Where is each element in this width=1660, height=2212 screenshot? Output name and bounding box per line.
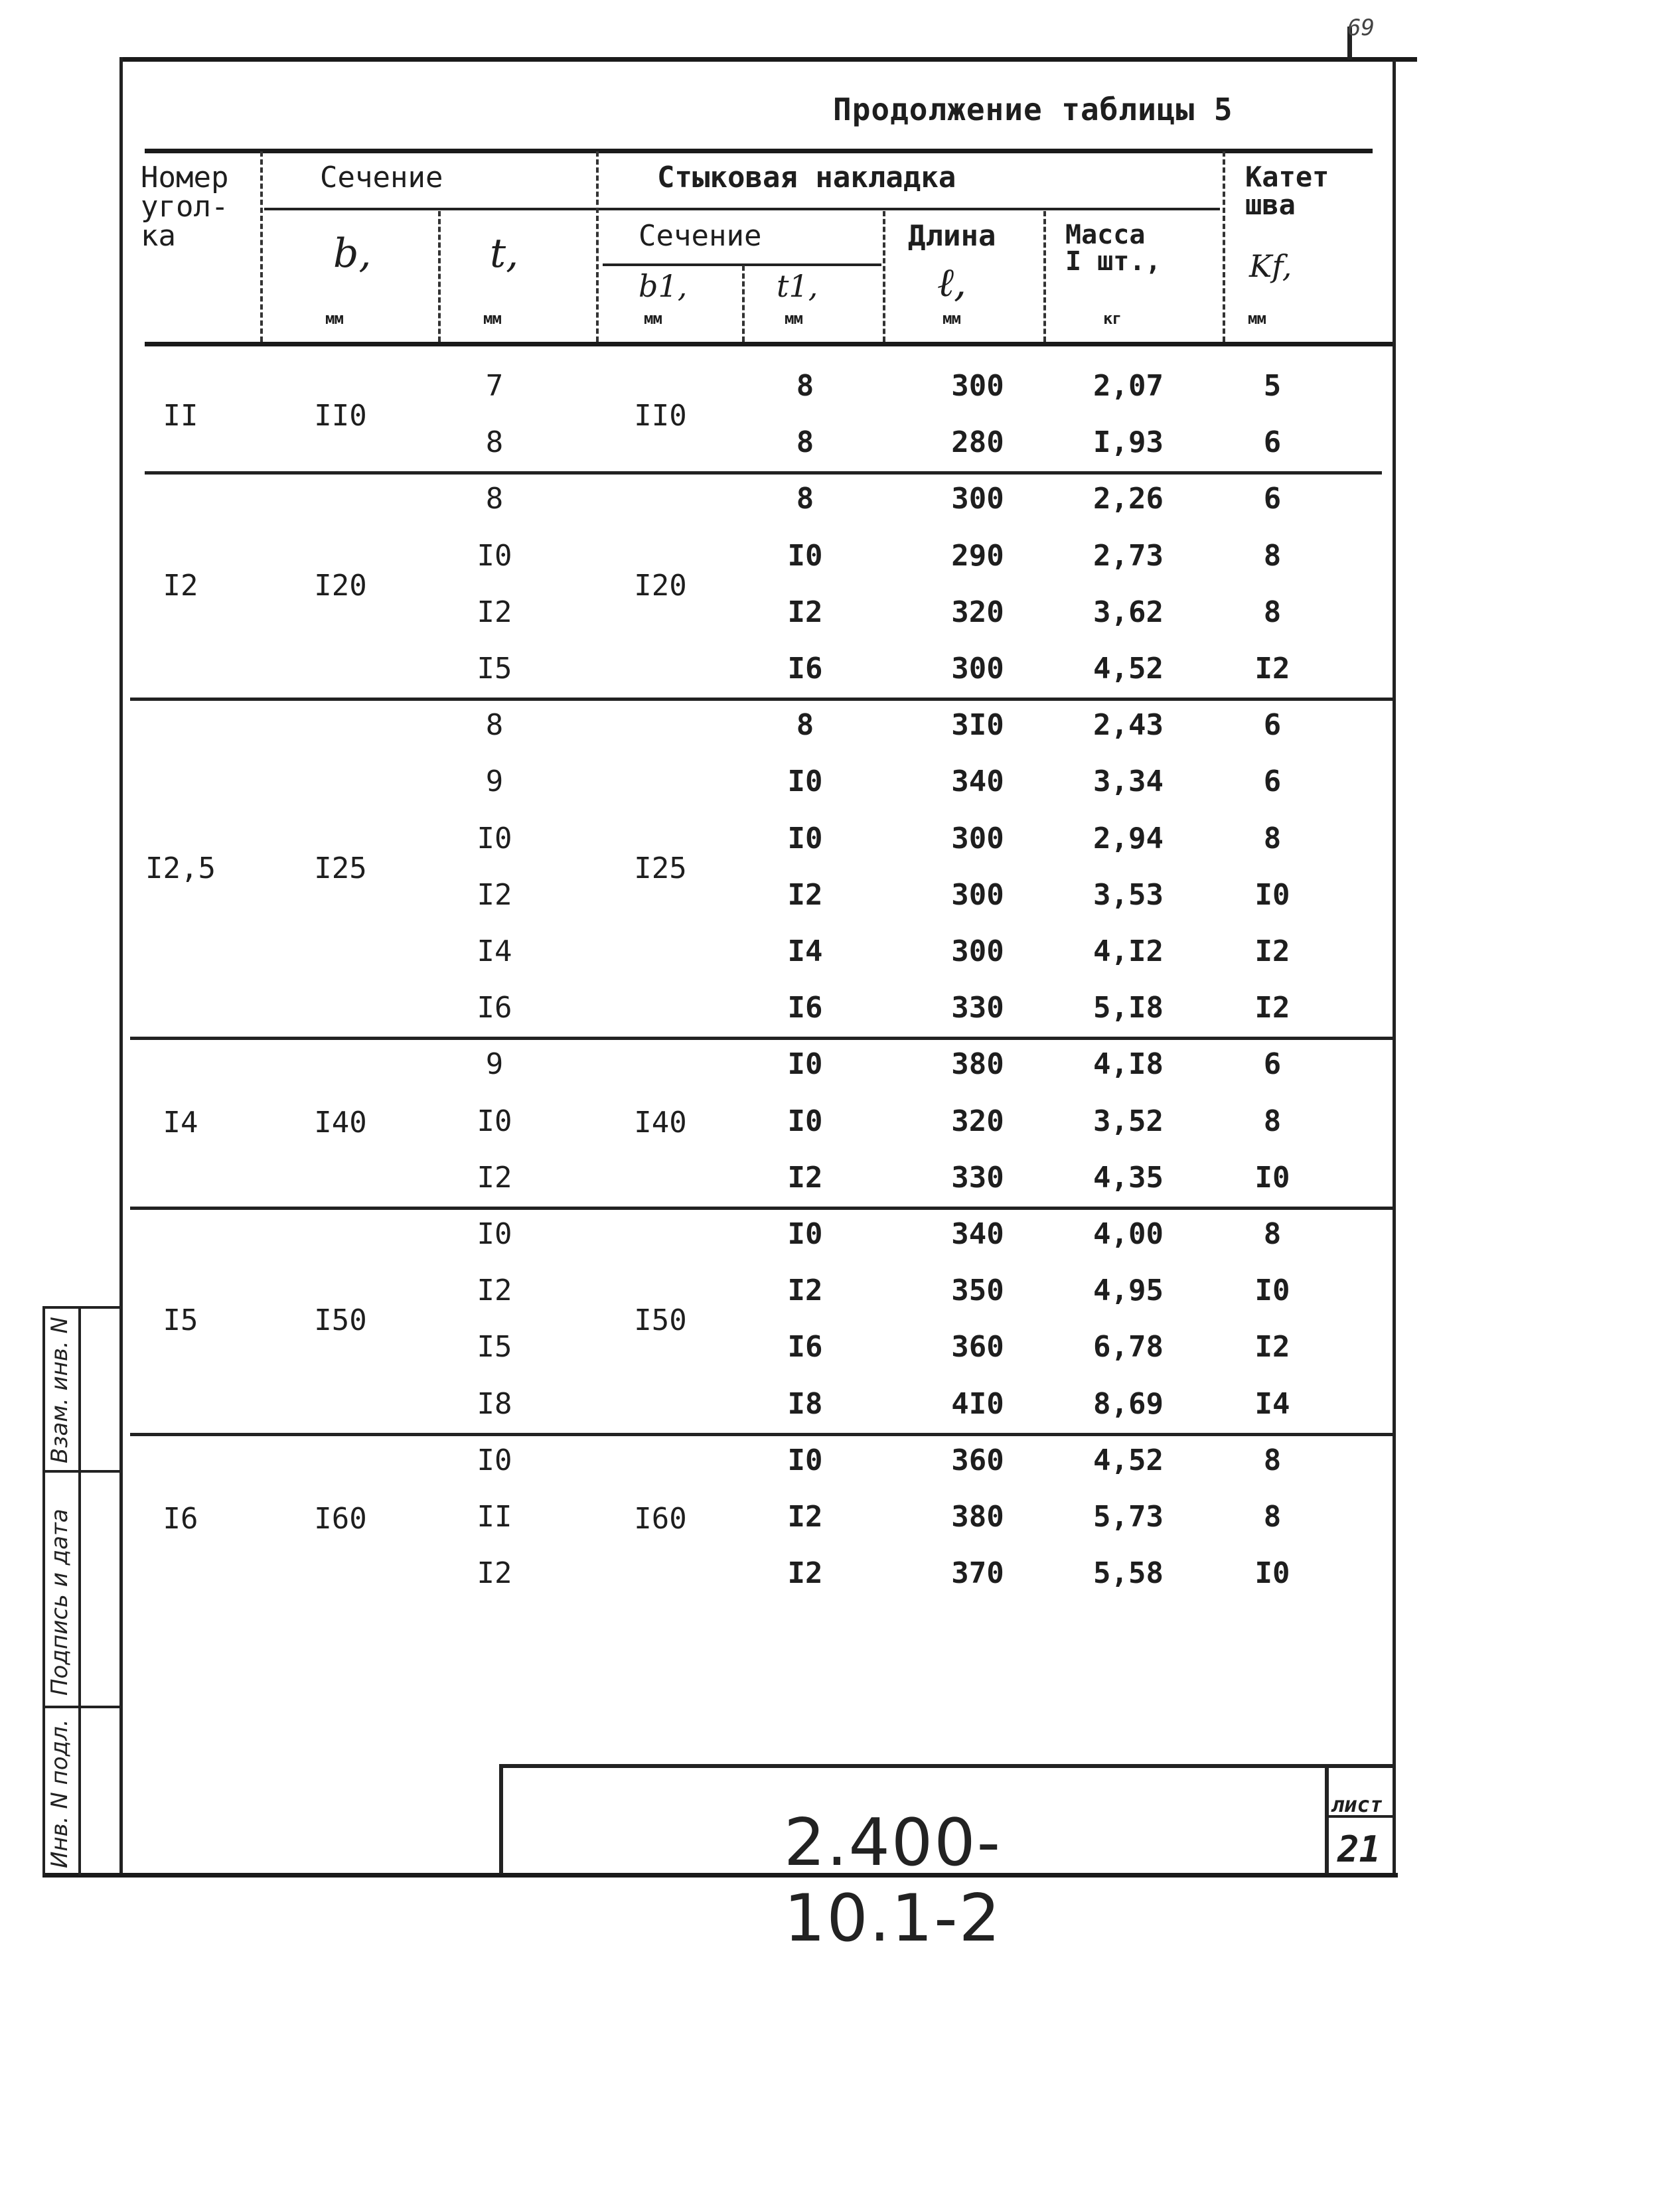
- plate-t1-cell: I0: [787, 1217, 823, 1251]
- side-label-original-inv: Инв. N подл.: [46, 1719, 73, 1868]
- plate-length-cell: 3I0: [951, 708, 1004, 743]
- plate-mass-cell: 4,I2: [1093, 934, 1164, 968]
- section-t-cell: II: [477, 1500, 512, 1534]
- weld-leg-cell: 6: [1263, 1047, 1282, 1082]
- plate-length-cell: 300: [951, 369, 1004, 403]
- header-plate-length-symbol: ℓ,: [937, 259, 967, 306]
- side-label-replace-inv: Взам. инв. N: [46, 1317, 73, 1463]
- group-separator: [130, 1207, 1393, 1210]
- weld-leg-cell: I2: [1254, 1330, 1290, 1364]
- group-separator: [145, 471, 1382, 475]
- section-b-cell: I20: [314, 568, 367, 603]
- header-angle-number: Номер угол- ка: [141, 161, 229, 253]
- col-divider-1: [260, 151, 263, 342]
- header-plate-section: Сечение: [639, 219, 762, 253]
- plate-mass-cell: 4,95: [1093, 1274, 1164, 1308]
- plate-length-cell: 340: [951, 1217, 1004, 1251]
- weld-leg-cell: I2: [1254, 991, 1290, 1025]
- plate-t1-cell: I0: [787, 1047, 823, 1082]
- plate-mass-cell: 2,73: [1093, 538, 1164, 573]
- frame-right-border: [1393, 60, 1396, 1875]
- plate-length-cell: 4I0: [951, 1386, 1004, 1421]
- plate-length-cell: 360: [951, 1443, 1004, 1477]
- section-b-cell: I60: [314, 1501, 367, 1536]
- weld-leg-cell: 6: [1263, 765, 1282, 799]
- plate-length-cell: 290: [951, 538, 1004, 573]
- plate-mass-cell: 3,62: [1093, 595, 1164, 629]
- header-bottom-rule: [145, 342, 1393, 346]
- sheet-number: 69: [1347, 15, 1375, 41]
- side-strip-rule-2: [42, 1706, 121, 1708]
- group-separator: [130, 1433, 1393, 1436]
- plate-mass-cell: 5,I8: [1093, 991, 1164, 1025]
- section-t-cell: I2: [477, 877, 512, 912]
- plate-length-cell: 300: [951, 482, 1004, 516]
- section-t-cell: I5: [477, 652, 512, 686]
- section-t-cell: I2: [477, 1160, 512, 1195]
- header-plate-length-unit: мм: [943, 309, 960, 328]
- header-section-t: t,: [490, 230, 519, 277]
- section-t-cell: I2: [477, 1556, 512, 1591]
- plate-mass-cell: 2,94: [1093, 821, 1164, 855]
- weld-leg-cell: I2: [1254, 652, 1290, 686]
- header-weld-leg-symbol: Kf,: [1249, 248, 1292, 284]
- side-strip-left: [42, 1306, 45, 1876]
- plate-length-cell: 330: [951, 991, 1004, 1025]
- plate-mass-cell: 4,00: [1093, 1217, 1164, 1251]
- plate-length-cell: 340: [951, 765, 1004, 799]
- header-section-b-unit: мм: [325, 309, 343, 328]
- section-t-cell: 8: [485, 708, 504, 743]
- weld-leg-cell: 8: [1263, 1443, 1282, 1477]
- weld-leg-cell: 8: [1263, 538, 1282, 573]
- section-t-cell: 9: [485, 765, 504, 799]
- header-plate-t1-unit: мм: [785, 309, 802, 328]
- header-plate-b1: b1,: [639, 268, 688, 304]
- plate-t1-cell: I4: [787, 934, 823, 968]
- section-t-cell: I0: [477, 821, 512, 855]
- angle-number-cell: I2: [163, 568, 198, 603]
- plate-mass-cell: I,93: [1093, 425, 1164, 460]
- plate-t1-cell: 8: [796, 482, 814, 516]
- angle-number-cell: I6: [163, 1501, 198, 1536]
- plate-mass-cell: 5,58: [1093, 1556, 1164, 1591]
- side-label-signature-date: Подпись и дата: [46, 1509, 73, 1696]
- weld-leg-cell: I0: [1254, 877, 1290, 912]
- header-plate-t1: t1,: [777, 268, 818, 304]
- section-t-cell: I2: [477, 1274, 512, 1308]
- col-divider-4: [742, 265, 745, 342]
- weld-leg-cell: I4: [1254, 1386, 1290, 1421]
- header-section: Сечение: [320, 161, 443, 194]
- plate-t1-cell: I0: [787, 765, 823, 799]
- plate-mass-cell: 4,52: [1093, 652, 1164, 686]
- weld-leg-cell: 6: [1263, 425, 1282, 460]
- plate-t1-cell: 8: [796, 708, 814, 743]
- stamp-top-border: [499, 1764, 1393, 1768]
- angle-number-cell: I4: [163, 1106, 198, 1140]
- group-separator: [130, 1037, 1393, 1040]
- plate-b1-cell: I60: [634, 1501, 687, 1536]
- angle-number-cell: II: [163, 399, 198, 433]
- section-t-cell: I4: [477, 934, 512, 968]
- section-t-cell: I0: [477, 1217, 512, 1251]
- header-section-b: b,: [333, 230, 372, 277]
- plate-mass-cell: 8,69: [1093, 1386, 1164, 1421]
- header-butt-plate: Стыковая накладка: [657, 161, 956, 194]
- table-caption: Продолжение таблицы 5: [833, 92, 1233, 127]
- plate-t1-cell: I0: [787, 538, 823, 573]
- plate-length-cell: 300: [951, 877, 1004, 912]
- weld-leg-cell: 6: [1263, 482, 1282, 516]
- plate-length-cell: 300: [951, 934, 1004, 968]
- section-t-cell: 8: [485, 425, 504, 460]
- plate-length-cell: 300: [951, 821, 1004, 855]
- plate-mass-cell: 6,78: [1093, 1330, 1164, 1364]
- weld-leg-cell: I2: [1254, 934, 1290, 968]
- header-plate-b1-unit: мм: [644, 309, 662, 328]
- plate-length-cell: 370: [951, 1556, 1004, 1591]
- section-t-cell: I8: [477, 1386, 512, 1421]
- section-t-cell: I2: [477, 595, 512, 629]
- plate-t1-cell: I6: [787, 991, 823, 1025]
- plate-t1-cell: I2: [787, 1274, 823, 1308]
- plate-length-cell: 360: [951, 1330, 1004, 1364]
- col-divider-5: [883, 211, 885, 342]
- plate-mass-cell: 2,26: [1093, 482, 1164, 516]
- header-plate-mass: Масса I шт.,: [1065, 220, 1162, 277]
- plate-t1-cell: I8: [787, 1386, 823, 1421]
- plate-t1-cell: 8: [796, 369, 814, 403]
- section-t-cell: 8: [485, 482, 504, 516]
- weld-leg-cell: 6: [1263, 708, 1282, 743]
- weld-leg-cell: 8: [1263, 1217, 1282, 1251]
- side-strip-middle: [78, 1306, 81, 1876]
- plate-t1-cell: I6: [787, 652, 823, 686]
- plate-length-cell: 320: [951, 1104, 1004, 1138]
- plate-t1-cell: 8: [796, 425, 814, 460]
- plate-mass-cell: 4,35: [1093, 1160, 1164, 1195]
- section-b-cell: I50: [314, 1303, 367, 1338]
- col-divider-2: [438, 211, 441, 342]
- plate-mass-cell: 3,34: [1093, 765, 1164, 799]
- plate-mass-cell: 4,52: [1093, 1443, 1164, 1477]
- plate-t1-cell: I0: [787, 1104, 823, 1138]
- plate-length-cell: 320: [951, 595, 1004, 629]
- plate-length-cell: 280: [951, 425, 1004, 460]
- weld-leg-cell: I0: [1254, 1556, 1290, 1591]
- weld-leg-cell: 8: [1263, 1104, 1282, 1138]
- plate-b1-cell: II0: [634, 399, 687, 433]
- plate-length-cell: 380: [951, 1047, 1004, 1082]
- section-t-cell: I0: [477, 1104, 512, 1138]
- weld-leg-cell: 5: [1263, 369, 1282, 403]
- header-weld-leg-unit: мм: [1248, 309, 1266, 328]
- weld-leg-cell: 8: [1263, 821, 1282, 855]
- header-plate-length: Длина: [908, 219, 996, 253]
- side-strip-rule-1: [42, 1470, 121, 1473]
- header-top-rule: [145, 149, 1373, 153]
- section-b-cell: II0: [314, 399, 367, 433]
- weld-leg-cell: 8: [1263, 1500, 1282, 1534]
- stamp-left-border: [499, 1765, 503, 1874]
- section-t-cell: I0: [477, 1443, 512, 1477]
- plate-b1-cell: I50: [634, 1303, 687, 1338]
- weld-leg-cell: 8: [1263, 595, 1282, 629]
- plate-length-cell: 380: [951, 1500, 1004, 1534]
- sheet-label: лист: [1331, 1792, 1383, 1817]
- plate-mass-cell: 3,53: [1093, 877, 1164, 912]
- header-section-t-unit: мм: [483, 309, 501, 328]
- plate-mass-cell: 4,I8: [1093, 1047, 1164, 1082]
- section-t-cell: 7: [485, 369, 504, 403]
- plate-t1-cell: I2: [787, 1160, 823, 1195]
- plate-b1-cell: I40: [634, 1106, 687, 1140]
- plate-mass-cell: 2,43: [1093, 708, 1164, 743]
- weld-leg-cell: I0: [1254, 1274, 1290, 1308]
- plate-b1-cell: I25: [634, 851, 687, 885]
- col-divider-6: [1043, 211, 1046, 342]
- plate-mass-cell: 2,07: [1093, 369, 1164, 403]
- plate-t1-cell: I6: [787, 1330, 823, 1364]
- col-divider-7: [1223, 151, 1225, 342]
- section-b-cell: I25: [314, 851, 367, 885]
- plate-t1-cell: I0: [787, 1443, 823, 1477]
- section-t-cell: 9: [485, 1047, 504, 1082]
- plate-t1-cell: I2: [787, 595, 823, 629]
- col-divider-3: [596, 151, 599, 342]
- group-separator: [130, 698, 1393, 701]
- header-plate-mass-unit: кг: [1103, 309, 1121, 328]
- plate-mass-cell: 3,52: [1093, 1104, 1164, 1138]
- header-mid-rule: [264, 208, 1220, 210]
- plate-length-cell: 300: [951, 652, 1004, 686]
- header-weld-leg: Катет шва: [1245, 161, 1329, 221]
- section-b-cell: I40: [314, 1106, 367, 1140]
- sheet-value: 21: [1337, 1828, 1381, 1870]
- plate-t1-cell: I2: [787, 1500, 823, 1534]
- section-t-cell: I6: [477, 991, 512, 1025]
- plate-length-cell: 350: [951, 1274, 1004, 1308]
- angle-number-cell: I2,5: [145, 851, 216, 885]
- plate-t1-cell: I2: [787, 877, 823, 912]
- plate-length-cell: 330: [951, 1160, 1004, 1195]
- frame-left-border: [119, 57, 123, 1875]
- section-t-cell: I0: [477, 538, 512, 573]
- side-strip-top: [42, 1306, 121, 1309]
- frame-bottom-border: [42, 1873, 1398, 1878]
- plate-b1-cell: I20: [634, 568, 687, 603]
- weld-leg-cell: I0: [1254, 1160, 1290, 1195]
- plate-t1-cell: I0: [787, 821, 823, 855]
- angle-number-cell: I5: [163, 1303, 198, 1338]
- frame-top-border: [119, 57, 1417, 62]
- plate-t1-cell: I2: [787, 1556, 823, 1591]
- stamp-sheet-divider: [1325, 1765, 1329, 1874]
- section-t-cell: I5: [477, 1330, 512, 1364]
- plate-mass-cell: 5,73: [1093, 1500, 1164, 1534]
- document-code: 2.400-10.1-2: [784, 1805, 1002, 1956]
